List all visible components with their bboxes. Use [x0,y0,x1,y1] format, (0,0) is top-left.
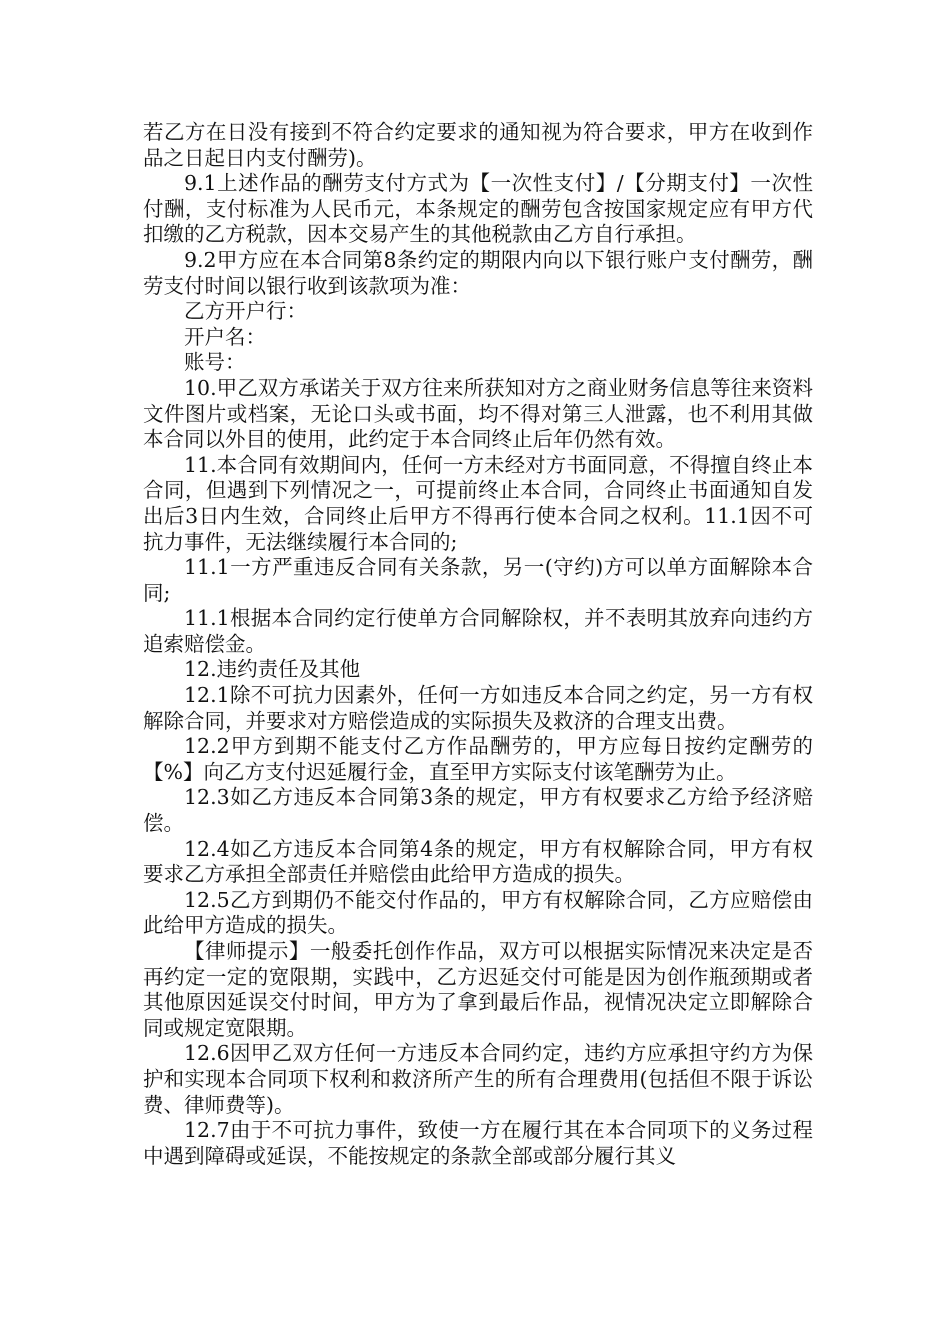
paragraph-12-7: 12.7由于不可抗力事件，致使一方在履行其在本合同项下的义务过程中遇到障碍或延误，不能按规定的条款全部或部分履行其义 [143,1118,813,1168]
document-body [143,120,813,1169]
paragraph-payment-notice: 若乙方在日没有接到不符合约定要求的通知视为符合要求，甲方在收到作品之日起日内支付酬劳)。 [143,120,813,170]
paragraph-9-2: 9.2甲方应在本合同第8条约定的期限内向以下银行账户支付酬劳，酬劳支付时间以银行收到该款项为准： [143,247,813,298]
paragraph-11: 11.本合同有效期间内，任何一方未经对方书面同意，不得擅自终止本合同，但遇到下列情况之一，可提前终止本合同，合同终止书面通知自发出后3日内生效，合同终止后甲方不得再行使本合同之权利。11.1因不可抗力事件，无法继续履行本合同的; [143,452,813,554]
paragraph-11-1-breach: 11.1一方严重违反合同有关条款，另一(守约)方可以单方面解除本合同; [143,555,813,605]
paragraph-12-4: 12.4如乙方违反本合同第4条的规定，甲方有权解除合同，甲方有权要求乙方承担全部责任并赔偿由此给甲方造成的损失。 [143,836,813,887]
paragraph-11-1-termination-right: 11.1根据本合同约定行使单方合同解除权，并不表明其放弃向违约方追索赔偿金。 [143,606,813,656]
lawyer-tip: 【律师提示】一般委托创作作品，双方可以根据实际情况来决定是否再约定一定的宽限期，实践中，乙方迟延交付可能是因为创作瓶颈期或者其他原因延误交付时间，甲方为了拿到最后作品，视情况决定立即解除合同或规定宽限期。 [143,939,813,1040]
paragraph-12-6: 12.6因甲乙双方任何一方违反本合同约定，违约方应承担守约方为保护和实现本合同项下权利和救济所产生的所有合理费用(包括但不限于诉讼费、律师费等)。 [143,1041,813,1117]
paragraph-12-2: 12.2甲方到期不能支付乙方作品酬劳的，甲方应每日按约定酬劳的【%】向乙方支付迟延履行金，直至甲方实际支付该笔酬劳为止。 [143,734,813,784]
field-bank-name: 乙方开户行： [184,299,307,324]
paragraph-12-3: 12.3如乙方违反本合同第3条的规定，甲方有权要求乙方给予经济赔偿。 [143,785,813,836]
paragraph-10: 10.甲乙双方承诺关于双方往来所获知对方之商业财务信息等往来资料文件图片或档案，无论口头或书面，均不得对第三人泄露，也不利用其做本合同以外目的使用，此约定于本合同终止后年仍然有效。 [143,375,813,452]
paragraph-12-5: 12.5乙方到期仍不能交付作品的，甲方有权解除合同，乙方应赔偿由此给甲方造成的损失。 [143,887,813,938]
field-account-name: 开户名： [184,324,266,349]
paragraph-9-1: 9.1上述作品的酬劳支付方式为【一次性支付】/【分期支付】一次性付酬，支付标准为人民币元，本条规定的酬劳包含按国家规定应有甲方代扣缴的乙方税款，因本交易产生的其他税款由乙方自行承担。 [143,171,813,247]
field-account-number: 账号： [184,350,246,375]
paragraph-12-1: 12.1除不可抗力因素外，任何一方如违反本合同之约定，另一方有权解除合同，并要求对方赔偿造成的实际损失及救济的合理支出费。 [143,683,813,733]
heading-12: 12.违约责任及其他 [184,657,361,682]
